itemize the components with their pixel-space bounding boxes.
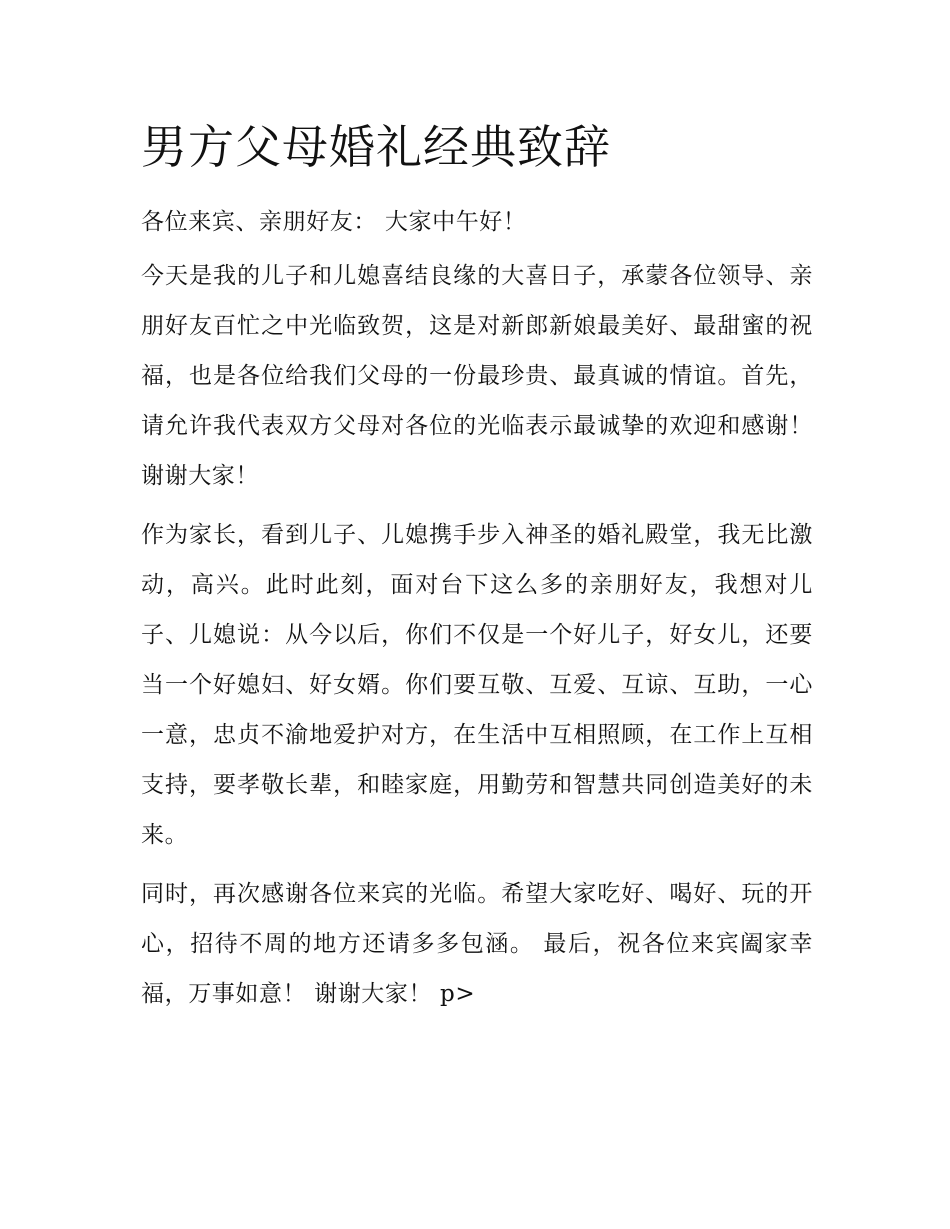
opening-paragraph: 今天是我的儿子和儿媳喜结良缘的大喜日子，承蒙各位领导、亲朋好友百忙之中光临致贺，这是对新郎新娘最美好、最甜蜜的祝福，也是各位给我们父母的一份最珍贵、最真诚的情谊。首先，请允许我代表双方父母对各位的光临表示最诚挚的欢迎和感谢！谢谢大家！ xyxy=(141,263,813,489)
document-title: 男方父母婚礼经典致辞 xyxy=(141,120,611,174)
blessing-paragraph: 作为家长，看到儿子、儿媳携手步入神圣的婚礼殿堂，我无比激动，高兴。此时此刻，面对台下这么多的亲朋好友，我想对儿子、儿媳说：从今以后，你们不仅是一个好儿子，好女儿，还要当一个好媳妇、好女婿。你们要互敬、互爱、互谅、互助，一心一意，忠贞不渝地爱护对方，在生活中互相照顾，在工作上互相支持，要孝敬长辈，和睦家庭，用勤劳和智慧共同创造美好的未来。 xyxy=(141,522,813,848)
document-content xyxy=(141,112,813,1028)
closing-paragraph: 同时，再次感谢各位来宾的光临。希望大家吃好、喝好、玩的开心，招待不周的地方还请多多包涵。 最后，祝各位来宾阖家幸福，万事如意！ 谢谢大家！ p> xyxy=(141,881,813,1007)
greeting-paragraph: 各位来宾、亲朋好友： 大家中午好！ xyxy=(141,209,527,235)
